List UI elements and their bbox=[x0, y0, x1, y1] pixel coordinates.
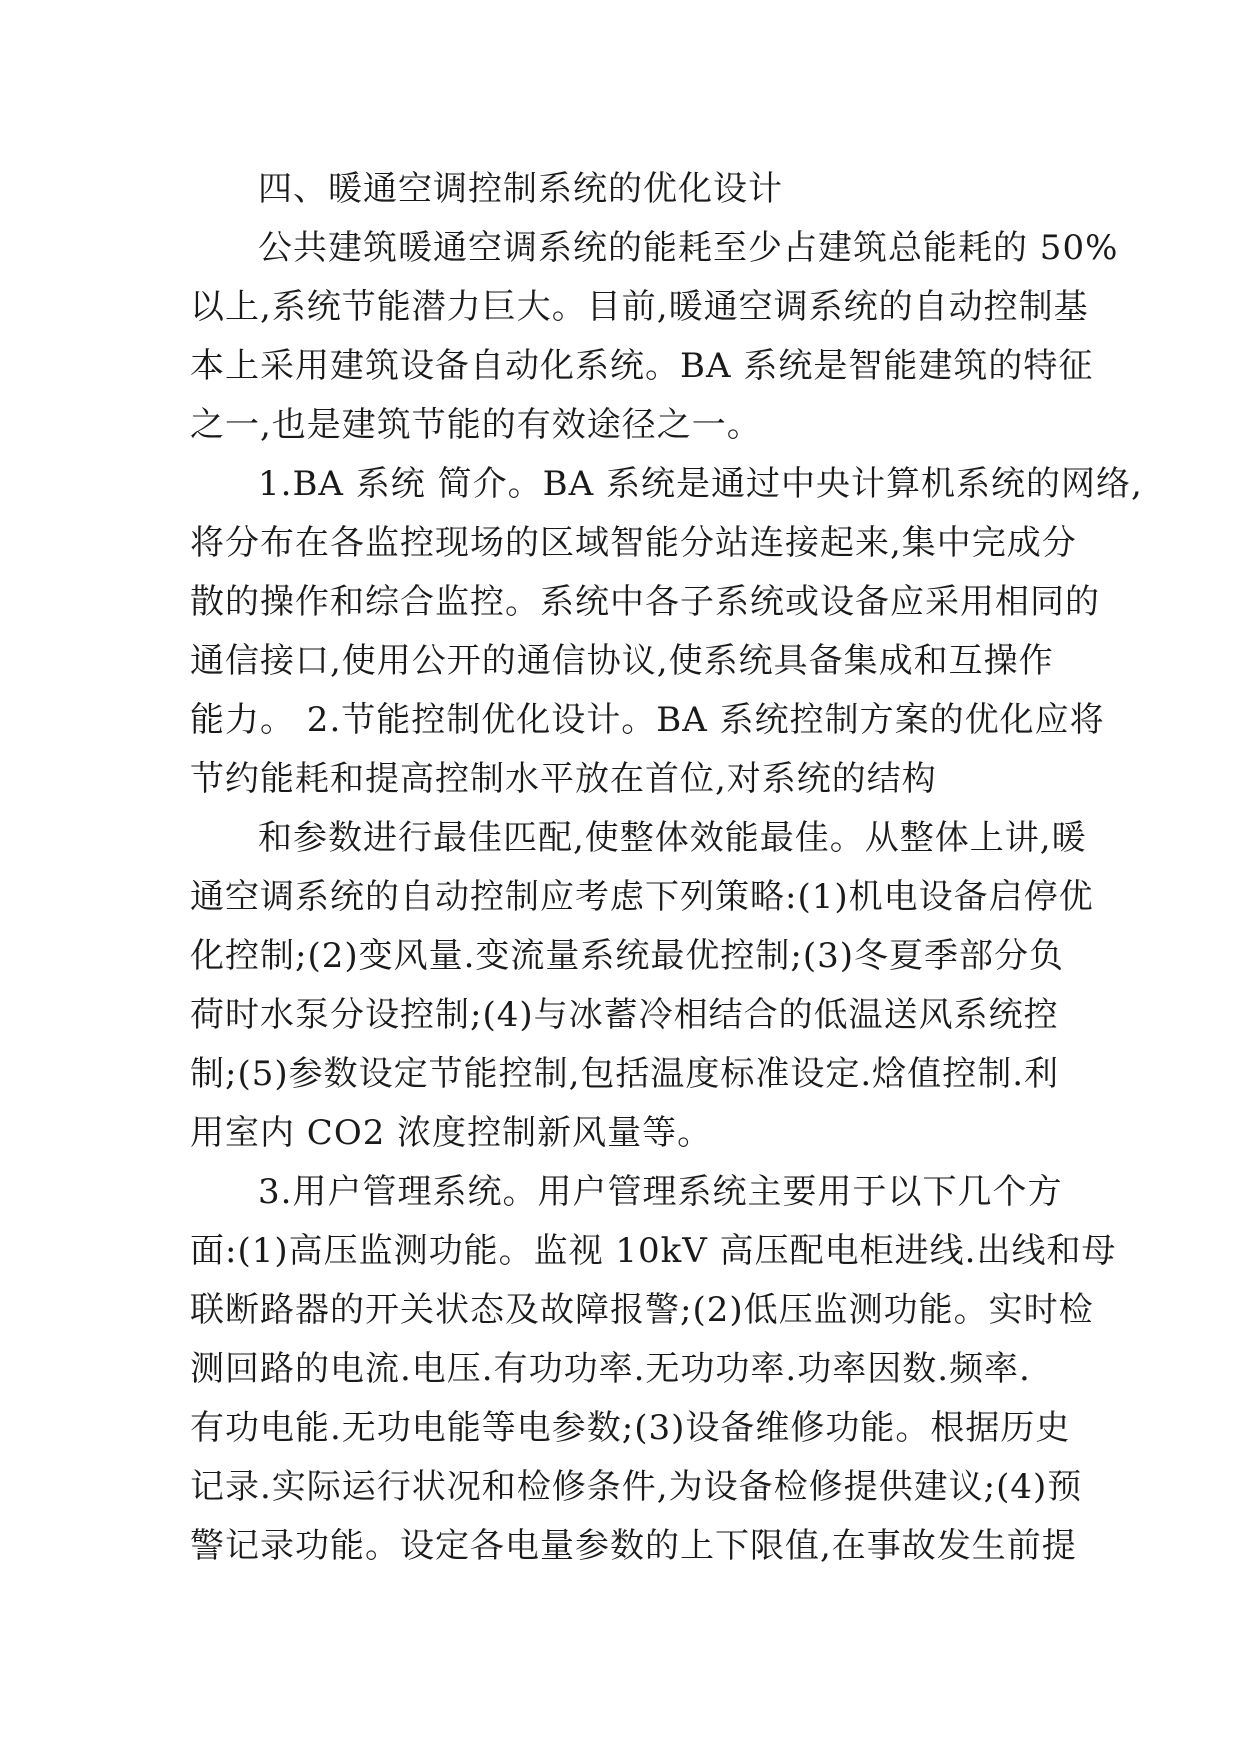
text-line: 本上采用建筑设备自动化系统。BA 系统是智能建筑的特征 bbox=[190, 346, 1094, 386]
text-line: 节约能耗和提高控制水平放在首位,对系统的结构 bbox=[190, 759, 937, 799]
text-line: 化控制;(2)变风量.变流量系统最优控制;(3)冬夏季部分负 bbox=[190, 936, 1065, 976]
text-line: 警记录功能。设定各电量参数的上下限值,在事故发生前提 bbox=[190, 1526, 1077, 1566]
text-line: 公共建筑暖通空调系统的能耗至少占建筑总能耗的 50% bbox=[258, 228, 1119, 268]
text-line: 之一,也是建筑节能的有效途径之一。 bbox=[190, 405, 762, 445]
text-line: 荷时水泵分设控制;(4)与冰蓄冷相结合的低温送风系统控 bbox=[190, 995, 1059, 1035]
text-line: 通空调系统的自动控制应考虑下列策略:(1)机电设备启停优 bbox=[190, 877, 1094, 917]
text-line: 散的操作和综合监控。系统中各子系统或设备应采用相同的 bbox=[190, 582, 1100, 622]
text-line: 将分布在各监控现场的区域智能分站连接起来,集中完成分 bbox=[190, 523, 1077, 563]
text-line: 用室内 CO2 浓度控制新风量等。 bbox=[190, 1113, 713, 1153]
text-line: 以上,系统节能潜力巨大。目前,暖通空调系统的自动控制基 bbox=[190, 287, 1089, 327]
text-line: 能力。 2.节能控制优化设计。BA 系统控制方案的优化应将 bbox=[190, 700, 1105, 740]
text-line: 测回路的电流.电压.有功功率.无功功率.功率因数.频率. bbox=[190, 1349, 1031, 1389]
text-line: 面:(1)高压监测功能。监视 10kV 高压配电柜进线.出线和母 bbox=[190, 1231, 1117, 1271]
body-text bbox=[190, 160, 1143, 1576]
text-line: 通信接口,使用公开的通信协议,使系统具备集成和互操作 bbox=[190, 641, 1054, 681]
text-line: 和参数进行最佳匹配,使整体效能最佳。从整体上讲,暖 bbox=[258, 818, 1087, 858]
text-line: 制;(5)参数设定节能控制,包括温度标准设定.焓值控制.利 bbox=[190, 1054, 1060, 1094]
text-line: 联断路器的开关状态及故障报警;(2)低压监测功能。实时检 bbox=[190, 1290, 1094, 1330]
text-line: 有功电能.无功电能等电参数;(3)设备维修功能。根据历史 bbox=[190, 1408, 1071, 1448]
text-line: 四、暖通空调控制系统的优化设计 bbox=[258, 169, 783, 209]
text-line: 记录.实际运行状况和检修条件,为设备检修提供建议;(4)预 bbox=[190, 1467, 1083, 1507]
text-line: 3.用户管理系统。用户管理系统主要用于以下几个方 bbox=[258, 1172, 1063, 1212]
text-line: 1.BA 系统 简介。BA 系统是通过中央计算机系统的网络, bbox=[258, 464, 1143, 504]
